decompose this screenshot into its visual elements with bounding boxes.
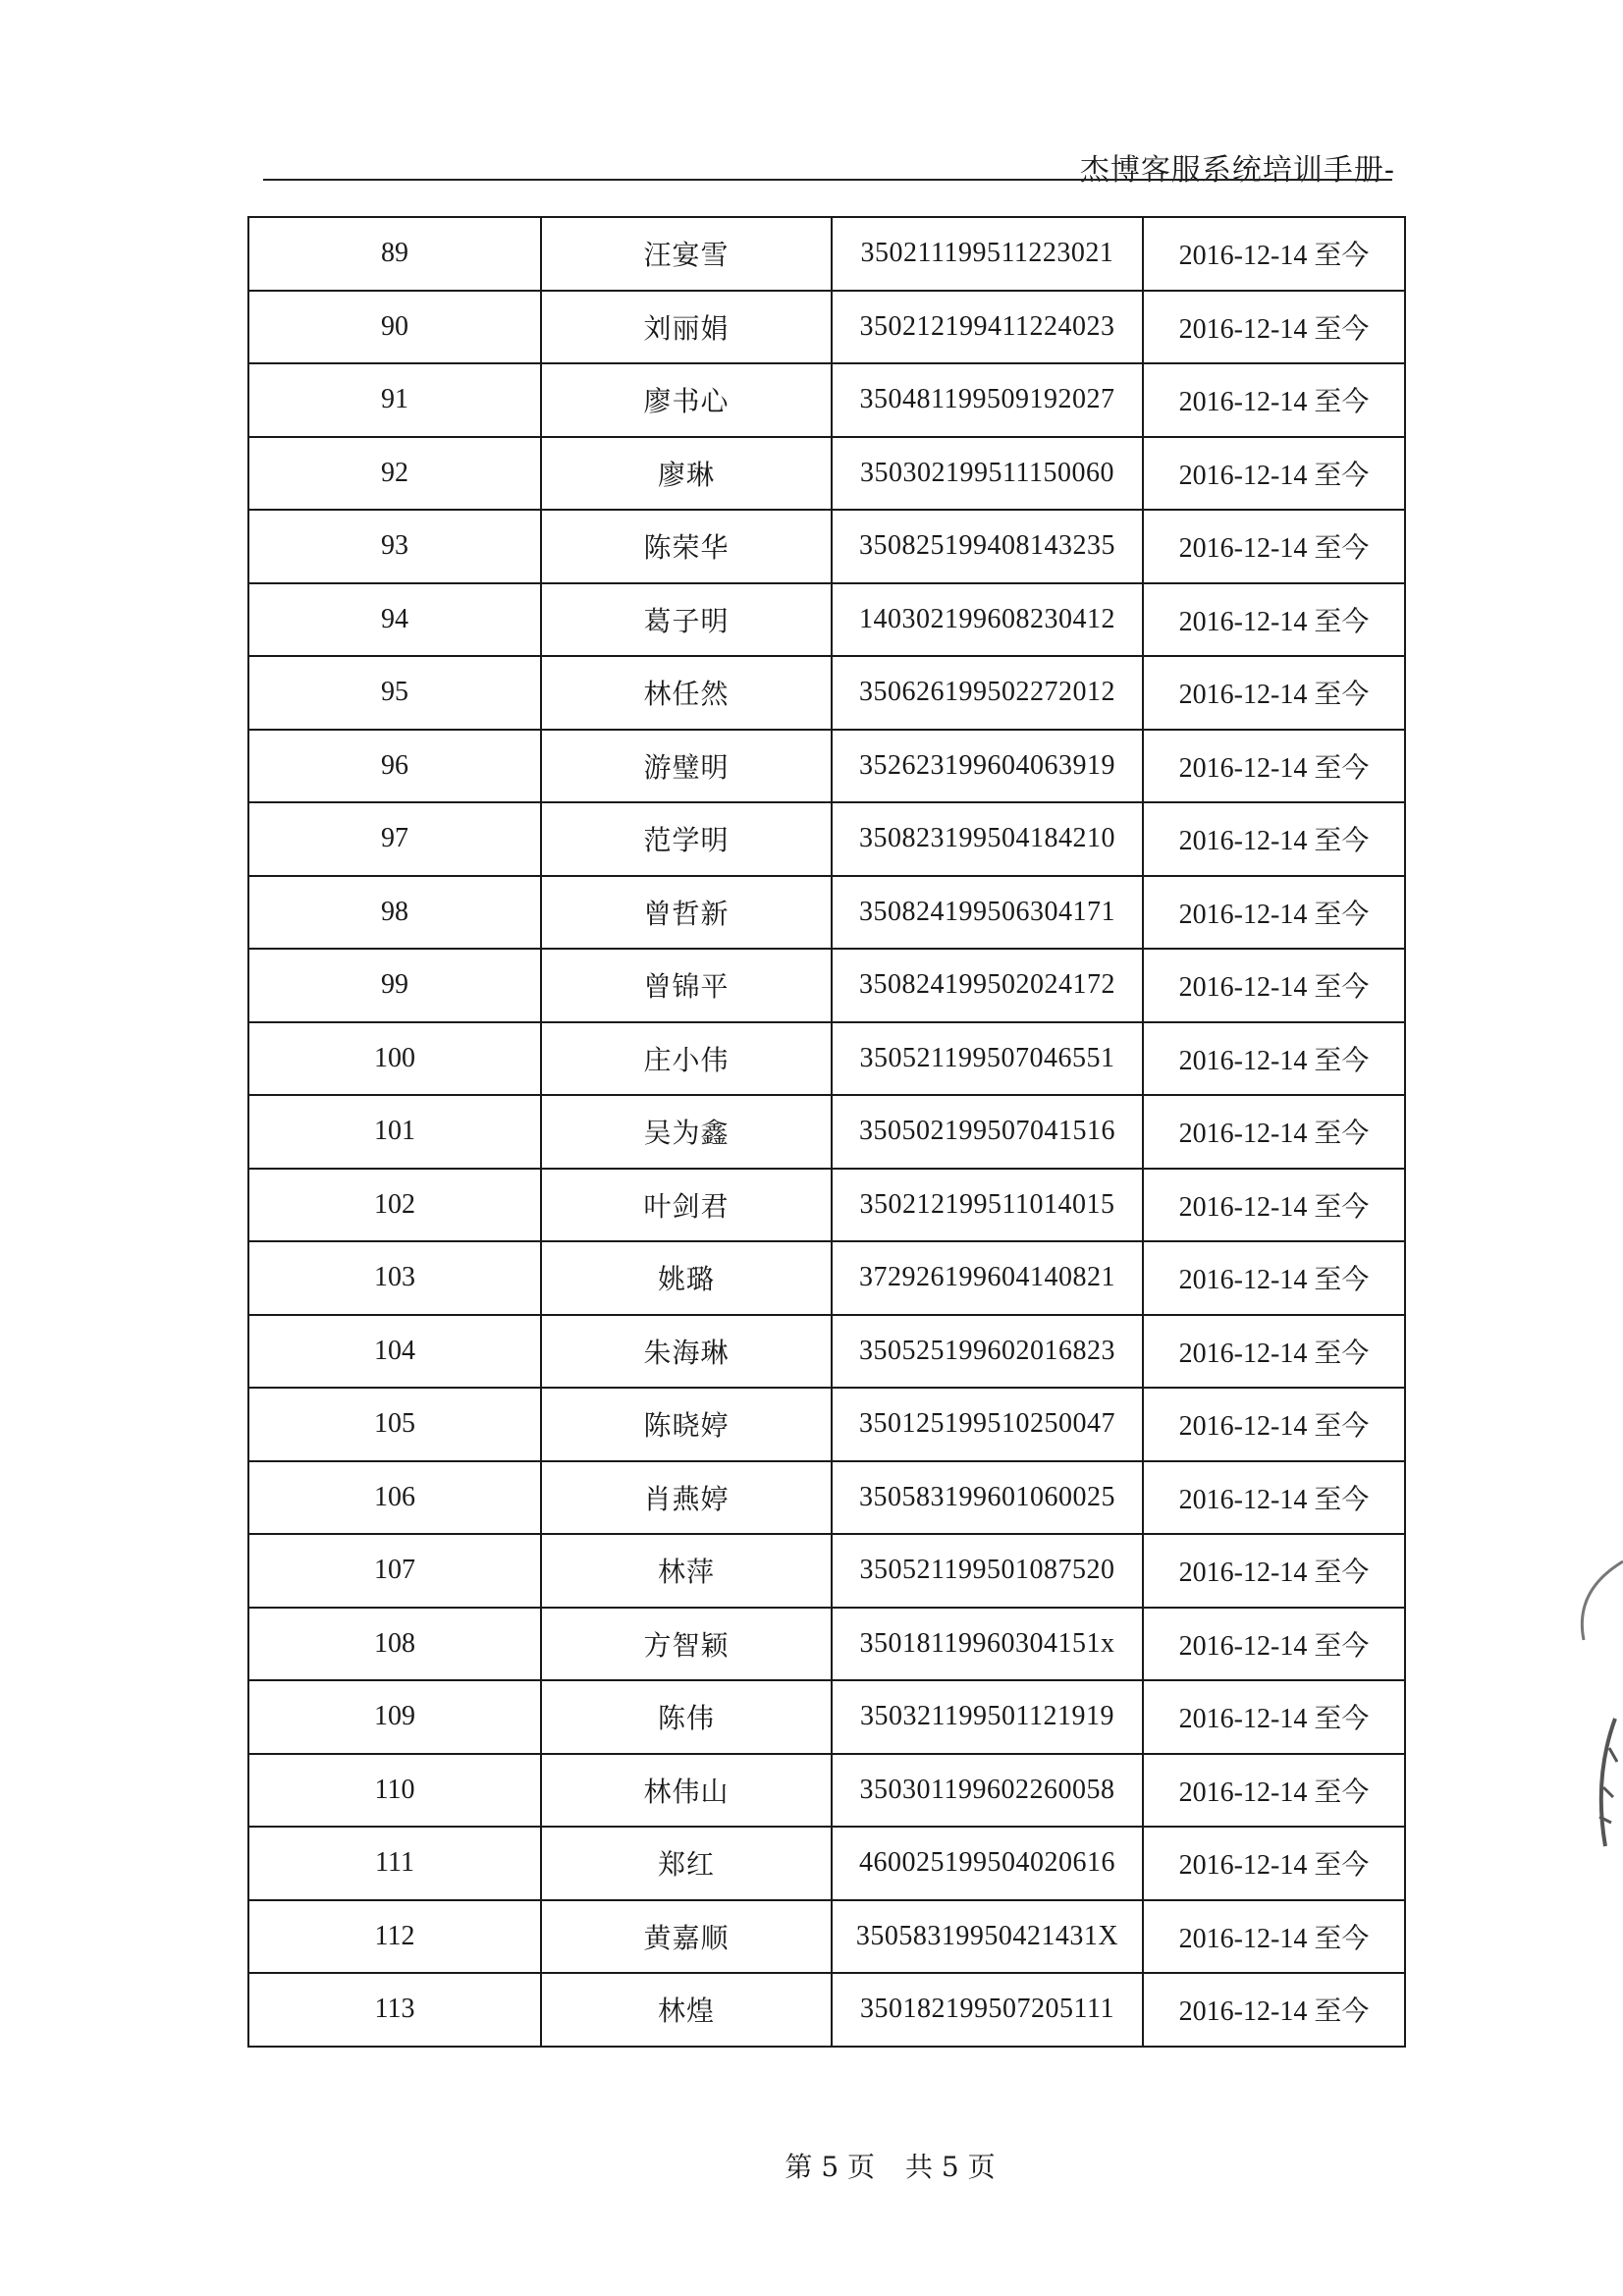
row-id-number-cell: 350525199602016823 <box>832 1315 1143 1389</box>
row-index-cell: 103 <box>248 1241 541 1315</box>
row-index-cell: 100 <box>248 1022 541 1096</box>
row-id-number-cell: 350301199602260058 <box>832 1754 1143 1828</box>
row-period-cell: 2016-12-14 至今 <box>1143 1461 1405 1535</box>
row-period-cell: 2016-12-14 至今 <box>1143 1022 1405 1096</box>
table-row <box>248 1095 1405 1169</box>
row-name-cell: 廖琳 <box>541 437 832 511</box>
row-id-number-cell: 350481199509192027 <box>832 363 1143 437</box>
row-name-cell: 刘丽娟 <box>541 291 832 364</box>
table-row <box>248 1680 1405 1754</box>
row-name-cell: 曾锦平 <box>541 949 832 1022</box>
row-id-number-cell: 350521199501087520 <box>832 1534 1143 1608</box>
page-number-total: 共 5 页 <box>904 2151 996 2183</box>
table-row <box>248 656 1405 730</box>
row-index-cell: 91 <box>248 363 541 437</box>
table-row <box>248 1022 1405 1096</box>
row-index-cell: 94 <box>248 583 541 657</box>
row-name-cell: 郑红 <box>541 1827 832 1900</box>
row-period-cell: 2016-12-14 至今 <box>1143 1388 1405 1461</box>
row-index-cell: 111 <box>248 1827 541 1900</box>
row-period-cell: 2016-12-14 至今 <box>1143 510 1405 583</box>
row-index-cell: 99 <box>248 949 541 1022</box>
row-period-cell: 2016-12-14 至今 <box>1143 1608 1405 1681</box>
row-name-cell: 林伟山 <box>541 1754 832 1828</box>
row-period-cell: 2016-12-14 至今 <box>1143 1095 1405 1169</box>
row-name-cell: 陈晓婷 <box>541 1388 832 1461</box>
row-id-number-cell: 350321199501121919 <box>832 1680 1143 1754</box>
row-period-cell: 2016-12-14 至今 <box>1143 1315 1405 1389</box>
row-id-number-cell: 350212199411224023 <box>832 291 1143 364</box>
row-id-number-cell: 350502199507041516 <box>832 1095 1143 1169</box>
table-row <box>248 363 1405 437</box>
row-name-cell: 游璧明 <box>541 730 832 803</box>
row-index-cell: 101 <box>248 1095 541 1169</box>
table-row <box>248 876 1405 950</box>
row-period-cell: 2016-12-14 至今 <box>1143 730 1405 803</box>
row-id-number-cell: 350125199510250047 <box>832 1388 1143 1461</box>
row-period-cell: 2016-12-14 至今 <box>1143 656 1405 730</box>
table-row <box>248 1608 1405 1681</box>
row-id-number-cell: 350521199507046551 <box>832 1022 1143 1096</box>
row-id-number-cell: 350583199601060025 <box>832 1461 1143 1535</box>
row-name-cell: 陈荣华 <box>541 510 832 583</box>
table-row <box>248 1534 1405 1608</box>
row-name-cell: 曾哲新 <box>541 876 832 950</box>
row-name-cell: 肖燕婷 <box>541 1461 832 1535</box>
row-id-number-cell: 35018119960304151x <box>832 1608 1143 1681</box>
table-row <box>248 217 1405 291</box>
table-row <box>248 1388 1405 1461</box>
row-period-cell: 2016-12-14 至今 <box>1143 1827 1405 1900</box>
row-index-cell: 108 <box>248 1608 541 1681</box>
row-index-cell: 92 <box>248 437 541 511</box>
row-id-number-cell: 350626199502272012 <box>832 656 1143 730</box>
row-name-cell: 林萍 <box>541 1534 832 1608</box>
row-index-cell: 102 <box>248 1169 541 1242</box>
row-id-number-cell: 350182199507205111 <box>832 1973 1143 2047</box>
row-id-number-cell: 350823199504184210 <box>832 802 1143 876</box>
row-name-cell: 吴为鑫 <box>541 1095 832 1169</box>
row-period-cell: 2016-12-14 至今 <box>1143 217 1405 291</box>
row-index-cell: 107 <box>248 1534 541 1608</box>
row-period-cell: 2016-12-14 至今 <box>1143 1534 1405 1608</box>
table-row <box>248 949 1405 1022</box>
row-index-cell: 98 <box>248 876 541 950</box>
row-name-cell: 黄嘉顺 <box>541 1900 832 1974</box>
row-period-cell: 2016-12-14 至今 <box>1143 1973 1405 2047</box>
row-id-number-cell: 35058319950421431X <box>832 1900 1143 1974</box>
row-period-cell: 2016-12-14 至今 <box>1143 291 1405 364</box>
table-row <box>248 730 1405 803</box>
row-period-cell: 2016-12-14 至今 <box>1143 583 1405 657</box>
row-id-number-cell: 350825199408143235 <box>832 510 1143 583</box>
header-rule <box>263 179 1392 181</box>
row-name-cell: 林煌 <box>541 1973 832 2047</box>
table-row <box>248 802 1405 876</box>
row-period-cell: 2016-12-14 至今 <box>1143 949 1405 1022</box>
row-id-number-cell: 350302199511150060 <box>832 437 1143 511</box>
row-index-cell: 97 <box>248 802 541 876</box>
row-name-cell: 朱海琳 <box>541 1315 832 1389</box>
row-name-cell: 庄小伟 <box>541 1022 832 1096</box>
row-index-cell: 113 <box>248 1973 541 2047</box>
row-index-cell: 109 <box>248 1680 541 1754</box>
table-row <box>248 1973 1405 2047</box>
row-period-cell: 2016-12-14 至今 <box>1143 876 1405 950</box>
row-id-number-cell: 350212199511014015 <box>832 1169 1143 1242</box>
row-index-cell: 105 <box>248 1388 541 1461</box>
row-period-cell: 2016-12-14 至今 <box>1143 363 1405 437</box>
staff-table-body <box>248 217 1405 2047</box>
row-id-number-cell: 372926199604140821 <box>832 1241 1143 1315</box>
row-id-number-cell: 350824199506304171 <box>832 876 1143 950</box>
table-row <box>248 1169 1405 1242</box>
page-footer <box>0 2146 1623 2185</box>
row-id-number-cell: 140302199608230412 <box>832 583 1143 657</box>
row-id-number-cell: 460025199504020616 <box>832 1827 1143 1900</box>
table-row <box>248 510 1405 583</box>
row-index-cell: 106 <box>248 1461 541 1535</box>
row-name-cell: 葛子明 <box>541 583 832 657</box>
table-row <box>248 1461 1405 1535</box>
page-number-current: 第 5 页 <box>784 2151 876 2183</box>
document-header-title: 杰博客服系统培训手册- <box>1079 153 1395 188</box>
row-name-cell: 叶剑君 <box>541 1169 832 1242</box>
row-period-cell: 2016-12-14 至今 <box>1143 1680 1405 1754</box>
table-row <box>248 1241 1405 1315</box>
row-index-cell: 95 <box>248 656 541 730</box>
staff-table-container <box>247 216 1404 2048</box>
table-row <box>248 291 1405 364</box>
row-index-cell: 96 <box>248 730 541 803</box>
row-index-cell: 90 <box>248 291 541 364</box>
row-index-cell: 89 <box>248 217 541 291</box>
row-name-cell: 范学明 <box>541 802 832 876</box>
table-row <box>248 437 1405 511</box>
row-id-number-cell: 350824199502024172 <box>832 949 1143 1022</box>
row-id-number-cell: 350211199511223021 <box>832 217 1143 291</box>
table-row <box>248 1315 1405 1389</box>
row-period-cell: 2016-12-14 至今 <box>1143 1169 1405 1242</box>
row-index-cell: 93 <box>248 510 541 583</box>
row-period-cell: 2016-12-14 至今 <box>1143 437 1405 511</box>
row-name-cell: 姚璐 <box>541 1241 832 1315</box>
row-name-cell: 方智颖 <box>541 1608 832 1681</box>
row-name-cell: 陈伟 <box>541 1680 832 1754</box>
row-period-cell: 2016-12-14 至今 <box>1143 1241 1405 1315</box>
row-index-cell: 112 <box>248 1900 541 1974</box>
row-period-cell: 2016-12-14 至今 <box>1143 1900 1405 1974</box>
row-name-cell: 汪宴雪 <box>541 217 832 291</box>
row-name-cell: 廖书心 <box>541 363 832 437</box>
row-period-cell: 2016-12-14 至今 <box>1143 1754 1405 1828</box>
table-row <box>248 1827 1405 1900</box>
table-row <box>248 1900 1405 1974</box>
row-index-cell: 110 <box>248 1754 541 1828</box>
seal-stamp-fragment <box>1554 1552 1623 1905</box>
row-id-number-cell: 352623199604063919 <box>832 730 1143 803</box>
row-name-cell: 林任然 <box>541 656 832 730</box>
row-period-cell: 2016-12-14 至今 <box>1143 802 1405 876</box>
row-index-cell: 104 <box>248 1315 541 1389</box>
table-row <box>248 1754 1405 1828</box>
staff-table <box>247 216 1406 2048</box>
table-row <box>248 583 1405 657</box>
